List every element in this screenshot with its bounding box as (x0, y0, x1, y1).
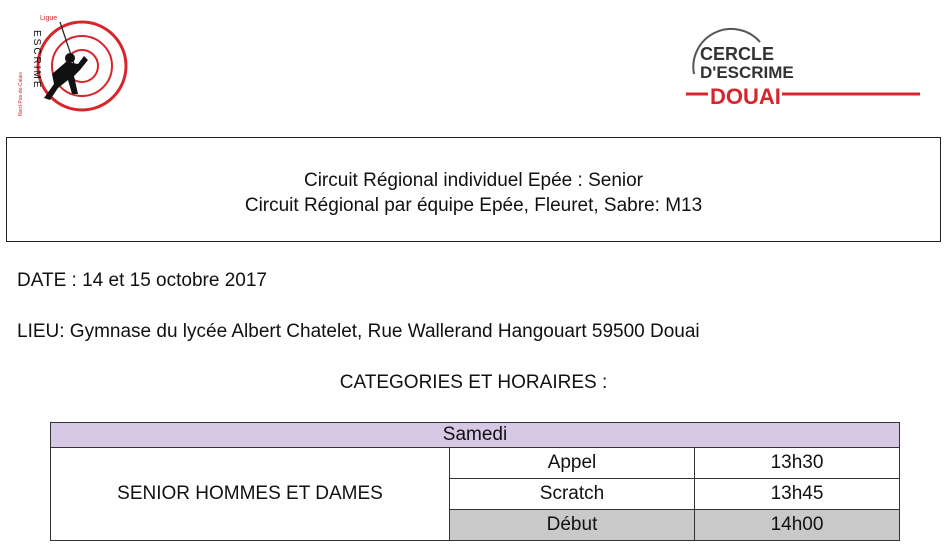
day-header: Samedi (51, 423, 900, 448)
categories-heading: CATEGORIES ET HORAIRES : (339, 372, 608, 393)
table-row (51, 448, 900, 479)
title-box (6, 137, 941, 242)
logo-region-text: Nord-Pas-de-Calais (18, 72, 24, 116)
logo-escrime-text: ESCRIME (31, 30, 42, 90)
logo-douai-text: DOUAI (710, 84, 781, 109)
event-date: DATE : 14 et 15 octobre 2017 (17, 270, 267, 291)
title-line-1: Circuit Régional individuel Epée : Senior (303, 170, 644, 191)
schedule-time: 13h45 (695, 479, 900, 510)
logo-ligue-text: Ligue (40, 15, 58, 22)
logo-cercle-text: CERCLE (700, 44, 775, 64)
schedule-time: 14h00 (695, 510, 900, 541)
schedule-table (50, 422, 900, 541)
schedule-time: 13h30 (695, 448, 900, 479)
logo-descrime-text: D'ESCRIME (700, 63, 794, 82)
schedule-label: Début (450, 510, 695, 541)
cercle-douai-logo (680, 22, 925, 122)
title-line-2: Circuit Régional par équipe Epée, Fleuret, Sabre: M13 (244, 195, 703, 216)
schedule-label: Appel (450, 448, 695, 479)
ligue-logo (14, 4, 132, 120)
category-cell: SENIOR HOMMES ET DAMES (51, 448, 450, 541)
schedule-label: Scratch (450, 479, 695, 510)
event-location: LIEU: Gymnase du lycée Albert Chatelet, Rue Wallerand Hangouart 59500 Douai (17, 321, 700, 342)
